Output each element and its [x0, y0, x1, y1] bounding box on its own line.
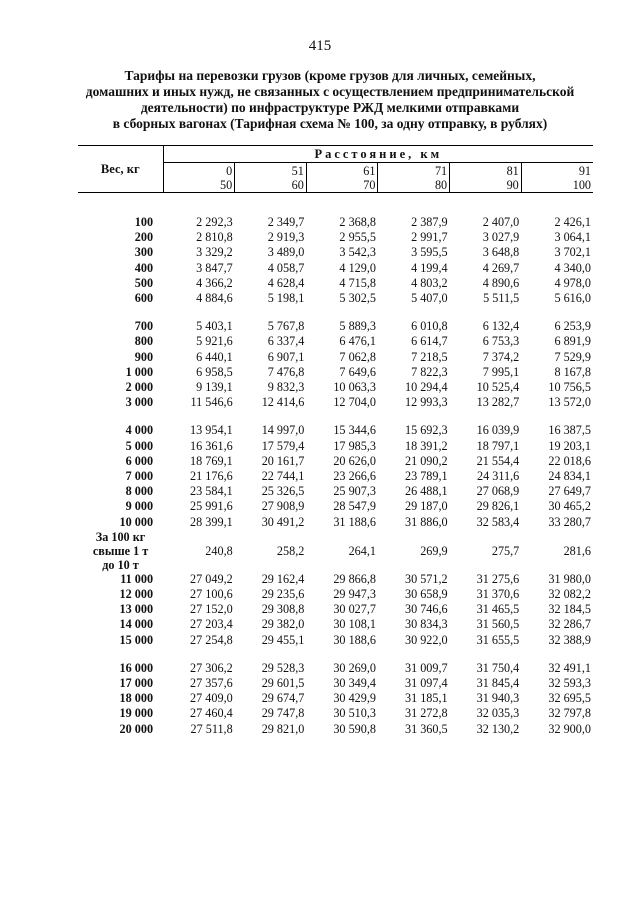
tariff-value-cell: 30 658,9 [404, 587, 448, 602]
tariff-value-cell: 264,1 [348, 543, 376, 558]
tariff-value-cell: 31 360,5 [404, 721, 448, 736]
tariff-value-cell: 4 890,6 [482, 275, 520, 290]
table-row [78, 722, 593, 737]
note-label-line: до 10 т [102, 557, 139, 572]
table-row [78, 661, 593, 676]
tariff-value-cell: 24 834,1 [548, 469, 591, 484]
tariff-value-cell: 32 695,5 [548, 691, 591, 706]
tariff-value-cell: 15 692,3 [404, 423, 448, 438]
tariff-value-cell: 7 529,9 [554, 349, 591, 364]
tariff-value-cell: 281,6 [563, 543, 591, 558]
spacer-cell [78, 648, 593, 661]
table-row [78, 469, 593, 484]
spacer-cell [78, 306, 593, 319]
tariff-value-cell: 30 571,2 [404, 571, 448, 586]
tariff-value-cell: 21 090,2 [404, 453, 448, 468]
tariff-value-cell: 29 747,8 [261, 706, 305, 721]
tariff-value-cell: 6 337,4 [267, 334, 305, 349]
tariff-value-cell: 27 100,6 [190, 587, 233, 602]
range-from: 0 [226, 164, 233, 178]
table-row [78, 230, 593, 245]
tariff-value-cell: 31 185,1 [404, 691, 448, 706]
tariff-value-cell: 30 269,0 [333, 660, 376, 675]
spacer-row [78, 648, 593, 661]
table-row [78, 617, 593, 632]
distance-range-header [163, 163, 235, 193]
weight-cell: 10 000 [119, 514, 154, 529]
tariff-value-cell: 5 198,1 [267, 291, 305, 306]
weight-cell: 12 000 [119, 587, 154, 602]
tariff-value-cell: 30 922,0 [404, 632, 448, 647]
tariff-value-cell: 31 275,6 [476, 571, 520, 586]
tariff-value-cell: 32 035,3 [476, 706, 520, 721]
table-row [78, 587, 593, 602]
weight-cell: 19 000 [119, 706, 154, 721]
tariff-value-cell: 6 253,9 [554, 319, 591, 334]
tariff-value-cell: 30 027,7 [333, 602, 376, 617]
tariff-value-cell: 32 593,3 [548, 676, 591, 691]
weight-cell: 18 000 [119, 691, 154, 706]
spacer-cell [78, 193, 593, 216]
table-row [78, 423, 593, 438]
weight-cell: 800 [134, 334, 154, 349]
tariff-value-cell: 33 280,7 [548, 514, 591, 529]
distance-range-header [306, 163, 378, 193]
tariff-value-cell: 30 349,4 [333, 676, 376, 691]
tariff-table [78, 145, 593, 737]
table-row [78, 350, 593, 365]
tariff-value-cell: 2 991,7 [411, 230, 448, 245]
tariff-value-cell: 31 188,6 [333, 514, 376, 529]
tariff-value-cell: 25 907,3 [333, 484, 376, 499]
tariff-value-cell: 21 176,6 [190, 469, 233, 484]
tariff-value-cell: 12 993,3 [404, 395, 448, 410]
tariff-value-cell: 17 985,3 [333, 438, 376, 453]
tariff-value-cell: 4 129,0 [339, 260, 376, 275]
tariff-value-cell: 10 294,4 [404, 380, 448, 395]
title-line: Тарифы на перевозки грузов (кроме грузов для личных, семейных, [124, 68, 536, 83]
tariff-table-container [78, 145, 593, 737]
tariff-value-cell: 258,2 [276, 543, 305, 558]
spacer-row [78, 193, 593, 216]
empty-cell [235, 530, 307, 544]
tariff-value-cell: 31 009,7 [404, 660, 448, 675]
tariff-value-cell: 32 583,4 [476, 514, 520, 529]
empty-cell [521, 558, 593, 572]
tariff-value-cell: 31 980,0 [548, 571, 591, 586]
tariff-value-cell: 6 440,1 [196, 349, 233, 364]
page-number: 415 [308, 38, 332, 54]
tariff-value-cell: 27 254,8 [190, 632, 233, 647]
tariff-value-cell: 4 366,2 [196, 275, 233, 290]
tariff-value-cell: 6 753,3 [482, 334, 520, 349]
weight-cell: 4 000 [125, 423, 154, 438]
range-from: 91 [578, 164, 591, 178]
tariff-value-cell: 21 554,4 [476, 453, 520, 468]
tariff-value-cell: 4 715,8 [339, 275, 376, 290]
weight-cell: 9 000 [125, 499, 154, 514]
title-line: домашних и иных нужд, не связанных с осуществлением предпринимательской [85, 84, 575, 99]
tariff-value-cell: 4 269,7 [482, 260, 520, 275]
tariff-value-cell: 3 702,1 [554, 245, 591, 260]
tariff-value-cell: 8 167,8 [554, 364, 591, 379]
tariff-value-cell: 6 476,1 [339, 334, 376, 349]
table-row [78, 395, 593, 410]
tariff-value-cell: 28 399,1 [190, 514, 233, 529]
empty-cell [235, 558, 307, 572]
tariff-value-cell: 25 991,6 [190, 499, 233, 514]
tariff-value-cell: 30 491,2 [261, 514, 305, 529]
tariff-value-cell: 27 511,8 [190, 721, 233, 736]
title-line: деятельности) по инфраструктуре РЖД мелкими отправками [140, 100, 520, 115]
tariff-value-cell: 31 370,6 [476, 587, 520, 602]
tariff-value-cell: 27 908,9 [261, 499, 305, 514]
tariff-value-cell: 27 152,0 [190, 602, 233, 617]
table-row [78, 572, 593, 587]
table-row [78, 602, 593, 617]
tariff-value-cell: 23 789,1 [404, 469, 448, 484]
tariff-value-cell: 3 542,3 [339, 245, 376, 260]
weight-cell: 200 [134, 230, 154, 245]
table-row [78, 676, 593, 691]
table-row [78, 691, 593, 706]
tariff-value-cell: 25 326,5 [261, 484, 305, 499]
table-row [78, 276, 593, 291]
empty-cell [521, 530, 593, 544]
empty-cell [378, 530, 450, 544]
tariff-value-cell: 4 978,0 [554, 275, 591, 290]
table-row [78, 380, 593, 395]
tariff-value-cell: 13 954,1 [190, 423, 233, 438]
tariff-value-cell: 32 130,2 [476, 721, 520, 736]
tariff-value-cell: 16 387,5 [548, 423, 591, 438]
weight-cell: 8 000 [125, 484, 154, 499]
note-row [78, 530, 593, 544]
spacer-row [78, 410, 593, 423]
tariff-value-cell: 10 063,3 [333, 380, 376, 395]
tariff-value-cell: 29 674,7 [261, 691, 305, 706]
weight-cell: 600 [134, 291, 154, 306]
tariff-value-cell: 30 108,1 [333, 617, 376, 632]
tariff-value-cell: 7 062,8 [339, 349, 376, 364]
tariff-value-cell: 10 756,5 [548, 380, 591, 395]
weight-cell: 500 [134, 275, 154, 290]
table-row [78, 291, 593, 306]
tariff-value-cell: 2 349,7 [267, 215, 305, 229]
tariff-value-cell: 6 614,7 [411, 334, 448, 349]
tariff-value-cell: 31 750,4 [476, 660, 520, 675]
tariff-value-cell: 275,7 [491, 543, 520, 558]
tariff-value-cell: 28 547,9 [333, 499, 376, 514]
tariff-value-cell: 27 306,2 [190, 660, 233, 675]
tariff-value-cell: 27 049,2 [190, 571, 233, 586]
tariff-value-cell: 31 465,5 [476, 602, 520, 617]
tariff-value-cell: 32 388,9 [548, 632, 591, 647]
tariff-value-cell: 7 218,5 [411, 349, 448, 364]
tariff-value-cell: 29 826,1 [476, 499, 520, 514]
range-from: 71 [434, 164, 448, 178]
weight-cell: 11 000 [120, 571, 154, 586]
tariff-value-cell: 26 488,1 [404, 484, 448, 499]
range-from: 51 [291, 164, 304, 178]
weight-cell: 400 [134, 260, 154, 275]
note-row [78, 544, 593, 558]
tariff-value-cell: 3 489,0 [267, 245, 305, 260]
empty-cell [450, 558, 522, 572]
tariff-value-cell: 31 886,0 [404, 514, 448, 529]
weight-cell: 3 000 [125, 395, 154, 410]
tariff-value-cell: 22 018,6 [548, 453, 591, 468]
weight-cell: 700 [134, 319, 154, 334]
distance-header: Расстояние, км [163, 146, 593, 163]
tariff-value-cell: 12 414,6 [261, 395, 305, 410]
tariff-value-cell: 32 184,5 [548, 602, 591, 617]
tariff-value-cell: 11 546,6 [190, 395, 233, 410]
spacer-cell [78, 410, 593, 423]
empty-cell [306, 558, 378, 572]
tariff-value-cell: 7 995,1 [482, 364, 520, 379]
tariff-value-cell: 31 272,8 [404, 706, 448, 721]
empty-cell [450, 530, 522, 544]
tariff-value-cell: 5 767,8 [267, 319, 305, 334]
tariff-value-cell: 15 344,6 [333, 423, 376, 438]
table-row [78, 515, 593, 530]
weight-cell: 16 000 [119, 660, 154, 675]
weight-cell: 300 [134, 245, 154, 260]
tariff-value-cell: 27 203,4 [190, 617, 233, 632]
tariff-value-cell: 4 884,6 [196, 291, 233, 306]
tariff-value-cell: 18 797,1 [476, 438, 520, 453]
tariff-value-cell: 29 162,4 [261, 571, 305, 586]
table-row [78, 319, 593, 334]
tariff-value-cell: 24 311,6 [477, 469, 520, 484]
weight-cell: 900 [134, 349, 154, 364]
weight-cell: 13 000 [119, 602, 154, 617]
tariff-value-cell: 2 368,8 [339, 215, 376, 229]
tariff-value-cell: 23 584,1 [190, 484, 233, 499]
tariff-value-cell: 2 810,8 [196, 230, 233, 245]
tariff-value-cell: 4 199,4 [411, 260, 448, 275]
tariff-value-cell: 22 744,1 [261, 469, 305, 484]
empty-cell [306, 530, 378, 544]
tariff-value-cell: 5 616,0 [554, 291, 591, 306]
range-to: 50 [220, 178, 233, 192]
tariff-value-cell: 6 958,5 [196, 364, 233, 379]
range-to: 60 [291, 178, 304, 192]
tariff-value-cell: 10 525,4 [476, 380, 520, 395]
distance-range-header [235, 163, 307, 193]
weight-cell: 15 000 [119, 632, 154, 647]
tariff-value-cell: 4 340,0 [554, 260, 591, 275]
title-line: в сборных вагонах (Тарифная схема № 100, за одну отправку, в рублях) [112, 116, 548, 131]
weight-cell: 6 000 [125, 453, 154, 468]
table-row [78, 245, 593, 260]
note-row [78, 558, 593, 572]
note-label-line: свыше 1 т [92, 543, 149, 558]
tariff-value-cell: 18 769,1 [190, 453, 233, 468]
tariff-value-cell: 269,9 [420, 543, 448, 558]
empty-cell [163, 530, 235, 544]
table-row [78, 499, 593, 514]
tariff-value-cell: 6 132,4 [482, 319, 520, 334]
tariff-value-cell: 5 511,5 [483, 291, 520, 306]
tariff-value-cell: 31 097,4 [404, 676, 448, 691]
tariff-value-cell: 19 203,1 [548, 438, 591, 453]
tariff-value-cell: 5 407,0 [411, 291, 448, 306]
tariff-value-cell: 32 900,0 [548, 721, 591, 736]
tariff-value-cell: 12 704,0 [333, 395, 376, 410]
tariff-value-cell: 5 889,3 [339, 319, 376, 334]
tariff-value-cell: 23 266,6 [333, 469, 376, 484]
weight-cell: 100 [134, 215, 154, 229]
tariff-table-body [78, 193, 593, 737]
tariff-value-cell: 27 460,4 [190, 706, 233, 721]
document-title [70, 68, 590, 132]
tariff-value-cell: 27 068,9 [476, 484, 520, 499]
table-row [78, 365, 593, 380]
tariff-value-cell: 3 648,8 [482, 245, 520, 260]
tariff-value-cell: 31 940,3 [476, 691, 520, 706]
empty-cell [378, 558, 450, 572]
table-row [78, 439, 593, 454]
tariff-value-cell: 32 491,1 [548, 660, 591, 675]
tariff-value-cell: 29 947,3 [333, 587, 376, 602]
range-from: 61 [363, 164, 376, 178]
range-from: 81 [506, 164, 519, 178]
tariff-value-cell: 4 803,2 [411, 275, 448, 290]
tariff-value-cell: 30 429,9 [333, 691, 376, 706]
tariff-value-cell: 32 797,8 [548, 706, 591, 721]
tariff-value-cell: 2 407,0 [482, 215, 520, 229]
tariff-value-cell: 240,8 [205, 543, 233, 558]
weight-cell: 2 000 [125, 380, 154, 395]
tariff-value-cell: 6 891,9 [554, 334, 591, 349]
table-row [78, 706, 593, 721]
tariff-value-cell: 29 455,1 [261, 632, 305, 647]
weight-cell: 17 000 [119, 676, 154, 691]
tariff-value-cell: 27 357,6 [190, 676, 233, 691]
range-to: 100 [572, 178, 591, 192]
tariff-value-cell: 13 572,0 [548, 395, 591, 410]
tariff-value-cell: 31 845,4 [476, 676, 520, 691]
tariff-value-cell: 32 082,2 [548, 587, 591, 602]
tariff-value-cell: 2 919,3 [267, 230, 305, 245]
tariff-value-cell: 3 027,9 [482, 230, 520, 245]
tariff-value-cell: 30 590,8 [333, 721, 376, 736]
weight-cell: 7 000 [125, 469, 154, 484]
range-to: 70 [363, 178, 376, 192]
tariff-value-cell: 9 139,1 [196, 380, 233, 395]
tariff-value-cell: 32 286,7 [548, 617, 591, 632]
tariff-value-cell: 20 626,0 [333, 453, 376, 468]
tariff-value-cell: 16 361,6 [190, 438, 233, 453]
tariff-value-cell: 3 329,2 [196, 245, 233, 260]
distance-range-header [521, 163, 593, 193]
table-row [78, 633, 593, 648]
tariff-value-cell: 13 282,7 [476, 395, 520, 410]
tariff-value-cell: 17 579,4 [261, 438, 305, 453]
tariff-value-cell: 6 010,8 [411, 319, 448, 334]
tariff-value-cell: 2 955,5 [339, 230, 376, 245]
tariff-value-cell: 27 649,7 [548, 484, 591, 499]
tariff-value-cell: 2 292,3 [196, 215, 233, 229]
tariff-value-cell: 29 382,0 [261, 617, 305, 632]
table-row [78, 454, 593, 469]
tariff-value-cell: 30 510,3 [333, 706, 376, 721]
tariff-value-cell: 6 907,1 [267, 349, 305, 364]
tariff-value-cell: 30 188,6 [333, 632, 376, 647]
tariff-value-cell: 27 409,0 [190, 691, 233, 706]
range-to: 80 [434, 178, 448, 192]
weight-cell: 14 000 [119, 617, 154, 632]
tariff-value-cell: 7 476,8 [267, 364, 305, 379]
distance-range-header [450, 163, 522, 193]
weight-cell: 5 000 [125, 438, 154, 453]
tariff-value-cell: 7 374,2 [482, 349, 520, 364]
weight-cell: 20 000 [119, 721, 154, 736]
tariff-value-cell: 31 560,5 [476, 617, 520, 632]
empty-cell [163, 558, 235, 572]
tariff-value-cell: 9 832,3 [267, 380, 305, 395]
tariff-value-cell: 29 821,0 [261, 721, 305, 736]
tariff-value-cell: 18 391,2 [404, 438, 448, 453]
tariff-value-cell: 7 649,6 [339, 364, 376, 379]
note-label-line: За 100 кг [95, 529, 146, 544]
tariff-value-cell: 4 058,7 [267, 260, 305, 275]
tariff-value-cell: 5 302,5 [339, 291, 376, 306]
table-row [78, 484, 593, 499]
tariff-value-cell: 2 387,9 [411, 215, 448, 229]
tariff-value-cell: 20 161,7 [261, 453, 305, 468]
table-row [78, 334, 593, 349]
tariff-value-cell: 14 997,0 [261, 423, 305, 438]
tariff-value-cell: 29 601,5 [261, 676, 305, 691]
spacer-row [78, 306, 593, 319]
tariff-value-cell: 3 064,1 [554, 230, 591, 245]
tariff-value-cell: 30 465,2 [548, 499, 591, 514]
table-row [78, 261, 593, 276]
range-to: 90 [506, 178, 519, 192]
tariff-value-cell: 7 822,3 [411, 364, 448, 379]
tariff-value-cell: 30 834,3 [404, 617, 448, 632]
tariff-value-cell: 29 528,3 [261, 660, 305, 675]
tariff-value-cell: 31 655,5 [476, 632, 520, 647]
weight-header: Вес, кг [78, 146, 163, 193]
tariff-value-cell: 29 866,8 [333, 571, 376, 586]
tariff-value-cell: 2 426,1 [554, 215, 591, 229]
distance-range-header [378, 163, 450, 193]
tariff-value-cell: 30 746,6 [404, 602, 448, 617]
tariff-value-cell: 16 039,9 [476, 423, 520, 438]
tariff-value-cell: 29 308,8 [261, 602, 305, 617]
tariff-value-cell: 29 235,6 [261, 587, 305, 602]
tariff-value-cell: 5 921,6 [196, 334, 233, 349]
tariff-value-cell: 5 403,1 [196, 319, 233, 334]
tariff-value-cell: 3 847,7 [196, 260, 233, 275]
tariff-value-cell: 3 595,5 [411, 245, 448, 260]
tariff-value-cell: 4 628,4 [267, 275, 305, 290]
tariff-value-cell: 29 187,0 [404, 499, 448, 514]
table-row [78, 215, 593, 230]
weight-cell: 1 000 [125, 364, 154, 379]
